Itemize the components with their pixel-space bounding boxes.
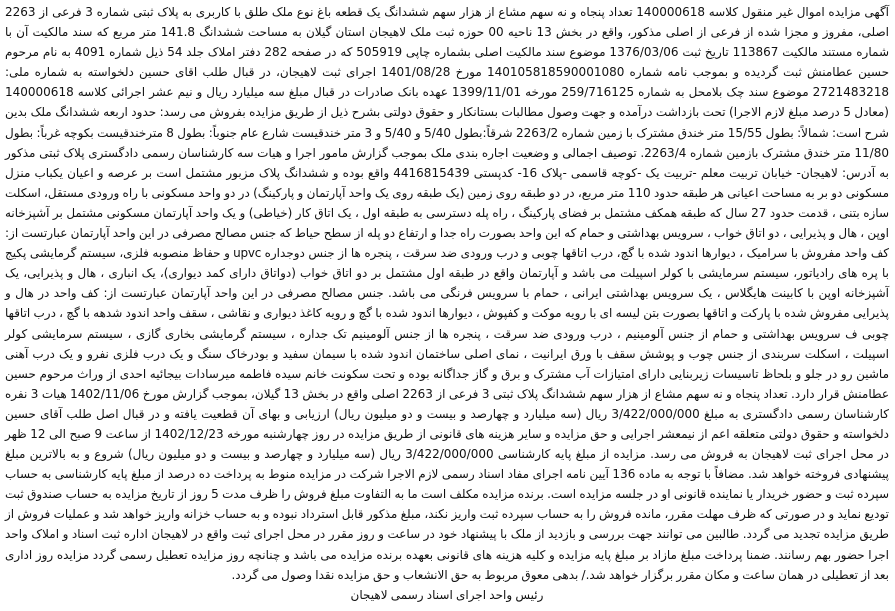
notice-signature: رئیس واحد اجرای اسناد رسمی لاهیجان	[350, 587, 544, 602]
notice-body: آگهی مزایده اموال غیر منقول کلاسه 140000618 تعداد پنجاه و نه سهم مشاع از هزار سهم ششدانگ یک قطعه باغ نوع ملک طلق با کاربری به پلاک ثبتی شماره 3 فرعی از 2263 اصلی، مفروز و مجزا شده از فرعی از اصلی مذکور، واقع در بخش 13 ناحیه 00 حوزه ثبت ملک لاهیجان استان گیلان به مساحت ششدانگ 141.8 متر مربع که سند مالکیت آن با شماره مستند مالکیت 113867 تاریخ ثبت 1376/03/06 موضوع سند مالکیت اصلی بشماره چاپی 505919 که در صفحه 282 دفتر املاک جلد 54 ذیل شماره 4091 به نام مرحوم حسین عطامنش ثبت گردیده و بموجب نامه شماره 140105818590001080 مورخ 1401/08/28 اجرای ثبت لاهیجان، در قبال طلب اقای حسین دلخواسته به شماره ملی: 2721483218 موضوع سند چک بلامحل به شماره 259/716125 مورخه 1399/11/01 عهده بانک صادرات در قبال مبلغ سه میلیارد ریال و نیم عشر اجرائی کلاسه 140000618 (معادل 5 درصد مبلغ لازم الاجرا) تحت بازداشت درآمده و جهت وصول مطالبات بستانکار و حقوق دولتی بشرح ذیل از طریق مزایده بفروش می رسد: حدود اربعه ششدانگ ملک بدین شرح است: شمالاً: بطول 15/55 متر خندق مشترک با زمین شماره 2263/2 شرقاً:بطول 5/40 و 5/40 و 3 متر خندقیست شارع عام جنوباً: بطول 8 مترخندقیست بکوچه غرباً: بطول 11/80 متر خندق مشترک بازمین شماره 2263/4. توصیف اجمالی و وضعیت اجاره بندی ملک بموجب گزارش مامور اجرا و هیات سه کارشناسان رسمی دادگستری پلاک ثبتی مذکور به آدرس: لاهیجان- خیابان تربیت معلم -تربیت یک -کوچه قاسمی -پلاک 16- کدپستی 4416815439 واقع بوده و ششدانگ پلاک مزبور مشتمل است بر عرصه و اعیان یکباب منزل مسکونی دو بر به مساحت اعیانی هر طبقه حدود 110 متر مربع، در دو طبقه روی زمین (یک طبقه روی یک واحد آپارتمان و پارکینگ) در دو واحد مسکونی با راه ورودی مستقل، اسکلت سازه بتنی ، قدمت حدود 27 سال که طبقه همکف مشتمل بر فضای پارکینگ ، راه پله دسترسی به طبقه اول ، یک اتاق کار (خیاطی) و یک واحد آپارتمان مسکونی مشتمل بر آشپزخانه اوپن ، هال و پذیرایی ، دو اتاق خواب ، سرویس بهداشتی و حمام که این واحد بصورت راه جدا و ارتفاع دو پله از سطح حیاط که جنس مصالح مصرفی در این واحد آپارتمان عبارتست از: کف واحد مفروش با سرامیک ، دیوارها اندود شده با گچ، درب اتاقها چوبی و درب ورودی ضد سرقت ، پنجره ها از جنس دوجداره upvc و حفاظ منصوبه فلزی، سیستم گرمایشی پکیج با پره های رادیاتور، سیستم سرمایشی با کولر اسپیلت می باشد و آپارتمان واقع در طبقه اول مشتمل بر دو اتاق خواب (دواتاق دارای کمد دیواری)، یک انباری ، هال و پذیرایی، یک آشپزخانه اوپن با کابینت هایگلاس ، یک سرویس بهداشتی ایرانی ، حمام با سرویس فرنگی می باشد. جنس مصالح مصرفی در این واحد آپارتمان عبارتست از: کف واحد در هال و پذیرایی مفروش شده با پارکت و اتاقها بصورت بتن لیسه ای با رویه موکت و کفپوش ، دیوارها اندود شده با گچ و رویه کاغذ دیواری و نقاشی ، سقف واحد اندود شدهه با گچ ، درب اتاقها چوبی ف سرویس بهداشتی و حمام از جنس آلومینیم ، درب ورودی ضد سرقت ، پنجره ها از جنس آلومینیم تک جداره ، سیستم گرمایشی بخاری گازی ، سیستم سرمایشی کولر اسپیلت ، اسکلت سربندی از جنس چوب و پوشش سقف با ورق ایرانیت ، نمای اصلی ساختمان اندود شده با سیمان سفید و بودرخاک سنگ و یک درب فلزی نفرو و یک درب آهنی ماشین رو در جلو و بلحاظ تاسیسات زیربنایی دارای امتیازات آب مشترک و برق و گاز جداگانه بوده و تحت سکونت خانم سیده فاطمه میرسادات بیجائیه احدی از وراث مرحوم حسین عطامنش قرار دارد. تعداد پنجاه و نه سهم مشاع از هزار سهم ششدانگ پلاک ثبتی 3 فرعی از 2263 اصلی واقع در بخش 13 گیلان، بموجب گزارش مورخ 1402/11/06 هیات 3 نفره کارشناسان رسمی دادگستری به مبلغ 3/422/000/000 ریال (سه میلیارد و چهارصد و بیست و دو میلیون ریال) ارزیابی و بهای آن قطعیت یافته و در قبال اصل طلب آقای حسین دلخواسته و حقوق دولتی متعلقه اعم از نیمعشر اجرایی و حق مزایده و سایر هزینه های قانونی از طریق مزایده در روز چهارشنبه مورخه 1402/12/23 از ساعت 9 صبح الی 12 ظهر در محل اجرای ثبت لاهیجان به فروش می رسد. مزایده از مبلغ پایه کارشناسی 3/422/000/000 ریال (سه میلیارد و چهارصد و بیست و دو میلیون ریال) شروع و به بالاترین مبلغ پیشنهادی فروخته خواهد شد. مضافاً با توجه به ماده 136 آیین نامه اجرای مفاد اسناد رسمی لازم الاجرا شرکت در مزایده منوط به پرداخت ده درصد از مبلغ پایه کارشناسی به حساب سپرده ثبت و حضور خریدار یا نماینده قانونی او در جلسه مزایده است. برنده مزایده مکلف است ما به التفاوت مبلغ فروش را ظرف مدت 5 روز از تاریخ مزایده به حساب صندوق ثبت تودیع نماید و در صورتی که ظرف مهلت مقرر، مانده فروش را به حساب سپرده ثبت واریز نکند، مبلغ مذکور قابل استرداد نبوده و به حساب خزانه واریز خواهد شد و عملیات فروش از طریق مزایده تجدید می گردد. طالبین می توانند جهت بررسی و بازدید از ملک با پیشنهاد خود در ساعت و روز مقرر در محل اجرای ثبت واقع در لاهیجان اداره ثبت اسناد و املاک واحد اجرا حضور بهم رسانند. ضمنا پرداخت مبلغ مازاد بر مبلغ پایه مزایده و کلیه هزینه های قانونی بعهده برنده مزایده می باشد و چنانچه روز مزایده تعطیل رسمی گردد مزایده روز اداری بعد از تعطیلی در همان ساعت و مکان مقرر برگزار خواهد شد./ بدهی معوق مربوط به حق الانشعاب و حق مزایده نقدا وصول می گردد.	[5, 5, 890, 582]
